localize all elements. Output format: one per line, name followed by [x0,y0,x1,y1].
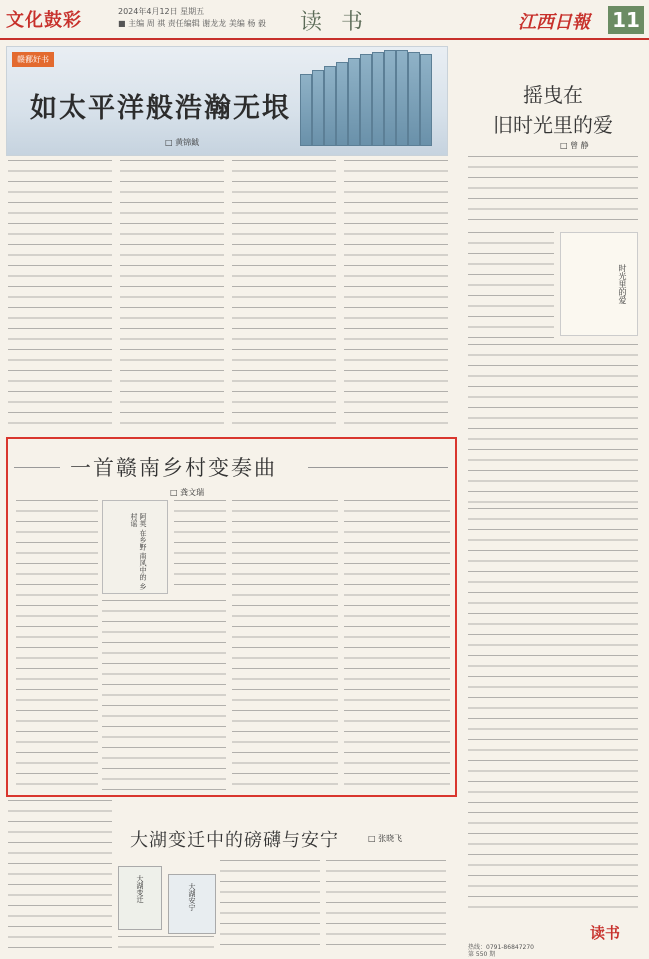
text-column [8,800,112,950]
book-cover-image [102,500,168,594]
section-title: 读 书 [300,10,369,35]
text-column [232,500,338,790]
text-column [344,160,448,432]
book-spine [300,74,312,146]
text-column [468,156,638,228]
footer-info [468,944,646,958]
text-column [344,500,450,790]
book-cover-title: 阿英 在乡野 南风中的 乡村谣 [130,513,147,590]
issue-info [118,6,266,30]
book-spine [360,54,372,146]
article-headline: 一首赣南乡村变奏曲 [70,456,277,480]
section-logo: 读书 [590,924,621,942]
footer-issue: 第 550 期 [468,951,496,958]
text-column [468,508,638,808]
text-column [232,160,336,432]
sidebar-book-title: 时光里的爱 [618,264,627,304]
book-cover-image [118,866,162,930]
book-set-image [300,50,440,146]
text-column [102,600,226,790]
book-spine [348,58,360,146]
sidebar-author: □ 曾 静 [560,141,589,150]
sidebar-title-line: 旧时光里的爱 [493,113,613,137]
book-spine [372,52,384,146]
editors-line: ■ 主编 周 祺 责任编辑 谢龙龙 美编 杨 毅 [118,19,266,28]
feature-author: □ 黄锦鉞 [165,138,200,147]
book-cover-title: 大湖安宁 [188,883,196,911]
text-column [174,500,226,592]
text-column [16,500,98,790]
bottom-author: □ 张晓飞 [368,834,403,843]
bottom-headline: 大湖变迁中的磅礴与安宁 [130,830,339,851]
article-author: □ 龚文瑞 [170,488,205,497]
sidebar-headline [468,80,638,140]
newspaper-brand-right: 江西日報 [518,12,590,33]
sidebar-title-line: 摇曳在 [523,83,583,107]
book-spine [312,70,324,146]
text-column [468,344,638,504]
book-cover-image [168,874,216,934]
book-spine [336,62,348,146]
text-column [468,812,638,916]
book-spine [324,66,336,146]
title-rule [14,467,60,468]
book-spine [384,50,396,146]
book-spine [396,50,408,146]
header-divider [0,38,649,40]
newspaper-brand-left: 文化鼓彩 [6,10,82,31]
page-number: 11 [608,6,644,34]
text-column [8,160,112,432]
masthead [0,0,649,40]
feature-tag: 赣鄱好书 [12,52,54,67]
text-column [120,160,224,432]
book-cover-title: 大湖变迁 [136,875,144,903]
text-column [326,860,446,950]
issue-date: 2024年4月12日 星期五 [118,7,205,16]
text-column [468,232,554,338]
feature-headline: 如太平洋般浩瀚无垠 [30,93,291,124]
title-rule [308,467,448,468]
footer-phone: 热线：0791-86847270 [468,944,534,951]
book-spine [408,52,420,146]
text-column [118,936,214,950]
text-column [220,860,320,950]
book-spine [420,54,432,146]
